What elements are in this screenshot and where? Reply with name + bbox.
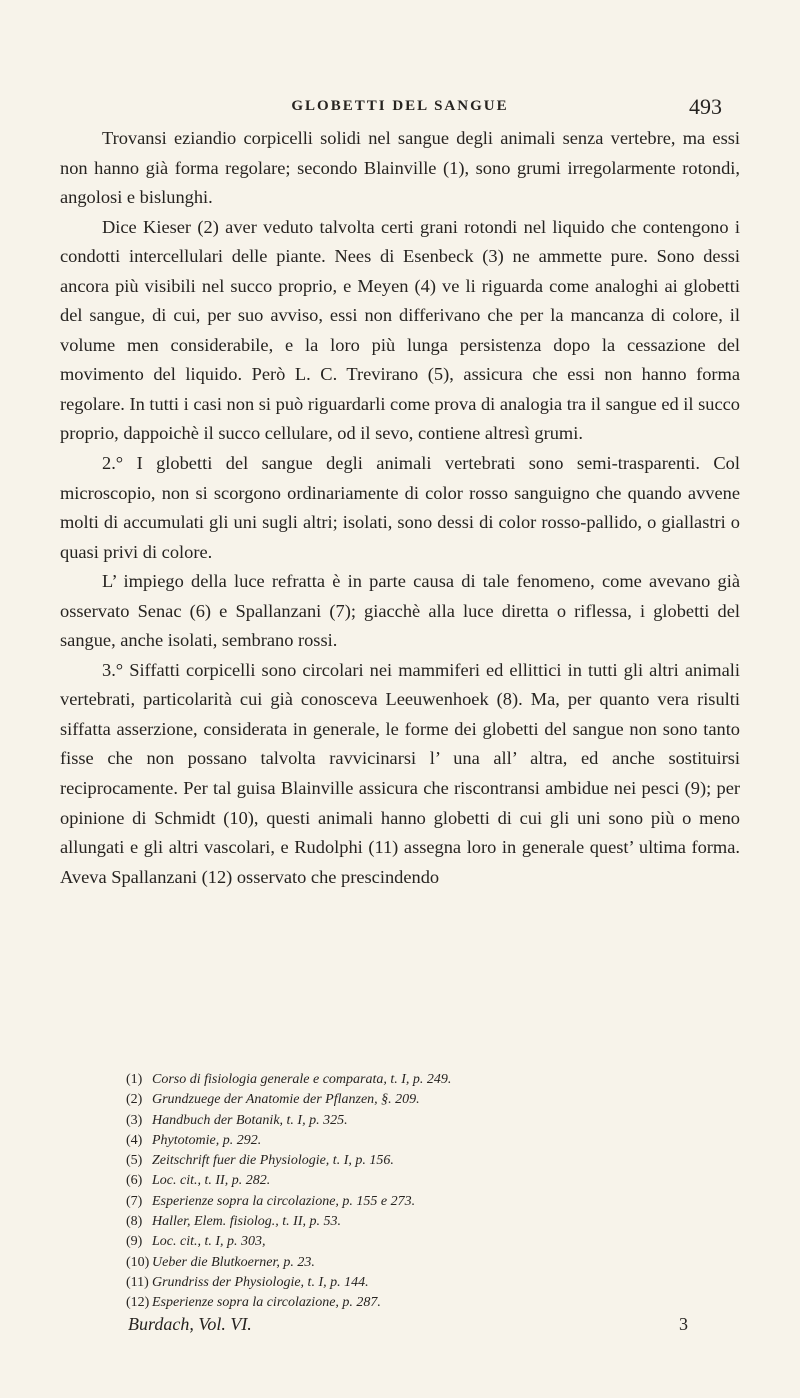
printer-signature <box>128 1314 688 1340</box>
sheet-number: 3 <box>679 1314 688 1334</box>
footnote <box>126 1171 686 1191</box>
footnote <box>126 1131 686 1151</box>
paragraph: Trovansi eziandio corpicelli solidi nel sangue degli animali senza vertebre, ma essi non hanno già forma regolare; secondo Blainville (1), sono grumi irregolarmente rotondi, angolosi e bislunghi. <box>60 128 740 208</box>
footnote-text: Esperienze sopra la circolazione, p. 287. <box>152 1295 381 1311</box>
footnote <box>126 1232 686 1252</box>
footnote-number: (5) <box>126 1153 143 1169</box>
footnote-number: (2) <box>126 1092 143 1108</box>
footnote-number: (7) <box>126 1193 143 1209</box>
footnote <box>126 1151 686 1171</box>
paragraph: 3.° Siffatti corpicelli sono circolari nei mammiferi ed ellittici in tutti gli altri animali vertebrati, particolarità cui già conosceva Leeuwenhoek (8). Ma, per quanto vera risulti siffatta asserzione, considerata in generale, le forme dei globetti del sangue non sono tanto fisse che non possano talvolta ravvicinarsi l’ una all’ altra, ed anche sostituirsi reciprocamente. Per tal guisa Blainville assicura che riscontransi ambidue nei pesci (9); per opinione di Schmidt (10), questi animali hanno globetti di cui gli uni sono più o meno allungati e gli altri vascolari, e Rudolphi (11) assegna loro in generale quest’ ultima forma. Aveva Spallanzani (12) osservato che prescindendo <box>60 659 740 887</box>
footnote-number: (11) <box>126 1274 149 1290</box>
footnote-text: Handbuch der Botanik, t. I, p. 325. <box>152 1112 348 1128</box>
paragraph: Dice Kieser (2) aver veduto talvolta certi grani rotondi nel liquido che contengono i condotti intercellulari delle piante. Nees di Esenbeck (3) ne ammette pure. Sono dessi ancora più visibili nel succo proprio, e Meyen (4) ve li riguarda come analoghi ai globetti del sangue, di cui, per suo avviso, essi non differivano che per la mancanza di colore, il volume men considerabile, e la loro più lunga persistenza dopo la cessazione del movimento del liquido. Però L. C. Treviranо (5), assicura che essi non hanno forma regolare. In tutti i casi non si può riguardarli come prova di analogia tra il sangue ed il succo proprio, dappoichè il succo cellulare, od il sevo, contiene altresì grumi. <box>60 216 740 444</box>
running-title: GLOBETTI DEL SANGUE <box>291 98 509 114</box>
signature-text: Burdach, Vol. VI. <box>128 1314 252 1334</box>
footnote-text: Phytotomie, p. 292. <box>152 1132 262 1148</box>
footnote-text: Corso di fisiologia generale e comparata, t. I, p. 249. <box>152 1072 452 1087</box>
footnote-number: (4) <box>126 1132 143 1148</box>
footnote-text: Ueber die Blutkoerner, p. 23. <box>152 1254 315 1270</box>
footnote <box>126 1111 686 1131</box>
footnote-number: (3) <box>126 1112 143 1128</box>
footnote-number: (10) <box>126 1254 150 1270</box>
footnote <box>126 1212 686 1232</box>
footnote <box>126 1273 686 1293</box>
footnote <box>126 1070 686 1090</box>
page-number: 493 <box>689 94 722 119</box>
footnote <box>126 1293 686 1313</box>
footnote-text: Loc. cit., t. I, p. 303, <box>152 1234 266 1250</box>
page-header <box>70 94 730 124</box>
footnotes <box>126 1070 686 1314</box>
footnote <box>126 1253 686 1273</box>
paragraph: L’ impiego della luce refratta è in parte causa di tale fenomeno, come avevano già osservato Senac (6) e Spallanzani (7); giacchè alla luce diretta o riflessa, i globetti del sangue, anche isolati, sembrano rossi. <box>60 571 740 651</box>
body-text <box>60 124 740 892</box>
footnote-number: (8) <box>126 1214 143 1230</box>
footnote-number: (1) <box>126 1072 143 1087</box>
footnote-text: Haller, Elem. fisiolog., t. II, p. 53. <box>152 1214 341 1230</box>
footnote-text: Grundzuege der Anatomie der Pflanzen, §. 209. <box>152 1092 420 1108</box>
footnote-text: Loc. cit., t. II, p. 282. <box>152 1173 271 1189</box>
footnote-text: Esperienze sopra la circolazione, p. 155 e 273. <box>152 1193 416 1209</box>
paragraph: 2.° I globetti del sangue degli animali vertebrati sono semi-trasparenti. Col microscopio, non si scorgono ordinariamente di color rosso sanguigno che quando avvene molti di accumulati gli uni sugli altri; isolati, sono dessi di color rosso-pallido, o giallastri o quasi privi di colore. <box>60 453 740 562</box>
footnote-number: (6) <box>126 1173 143 1189</box>
footnote-number: (9) <box>126 1234 143 1250</box>
footnote <box>126 1090 686 1110</box>
footnote-text: Grundriss der Physiologie, t. I, p. 144. <box>152 1274 369 1290</box>
footnote-number: (12) <box>126 1295 150 1311</box>
footnote <box>126 1192 686 1212</box>
footnote-text: Zeitschrift fuer die Physiologie, t. I, p. 156. <box>152 1153 394 1169</box>
